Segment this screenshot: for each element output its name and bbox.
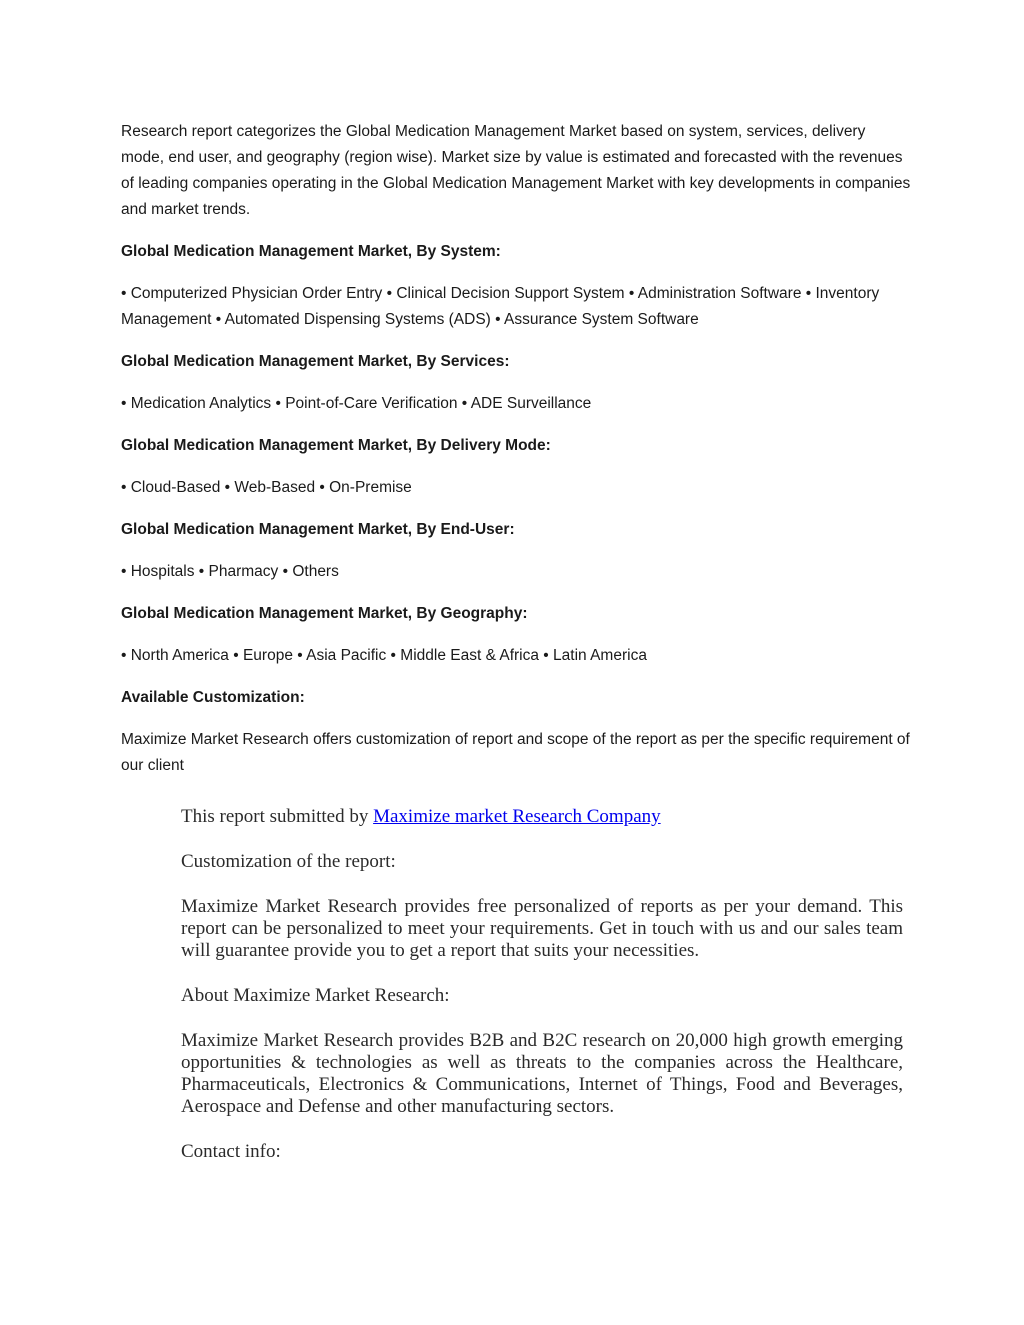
system-list: • Computerized Physician Order Entry • Clinical Decision Support System • Administration Software • Inventory Management • Automated Dispensing Systems (ADS) • Assurance System Software (121, 285, 880, 328)
report-overview (121, 119, 911, 795)
submitted-by-label: This report submitted by (181, 806, 374, 827)
customization-report-text: Maximize Market Research provides free personalized of reports as per your demand. This report can be personalized to meet your requirements. Get in touch with us and our sales team will guarantee provide you to get a report that suits your necessities. (181, 896, 903, 961)
system-heading: Global Medication Management Market, By System: (121, 243, 501, 260)
end-user-list: • Hospitals • Pharmacy • Others (121, 563, 339, 580)
end-user-heading: Global Medication Management Market, By End-User: (121, 521, 515, 538)
intro-paragraph: Research report categorizes the Global Medication Management Market based on system, services, delivery mode, end user, and geography (region wise). Market size by value is estimated and forecasted with the revenues of leading companies operating in the Global Medication Management Market with key developments in companies and market trends. (121, 123, 911, 218)
company-info (181, 806, 903, 1186)
about-text: Maximize Market Research provides B2B and B2C research on 20,000 high growth emerging opportunities & technologies as well as threats to the companies across the Healthcare, Pharmaceuticals, Electronics & Communications, Internet of Things, Food and Beverages, Aerospace and Defense and other manufacturing sectors. (181, 1030, 903, 1117)
geography-heading: Global Medication Management Market, By Geography: (121, 605, 528, 622)
contact-heading: Contact info: (181, 1141, 281, 1162)
submitted-by-line (181, 806, 903, 828)
services-heading: Global Medication Management Market, By Services: (121, 353, 510, 370)
about-heading: About Maximize Market Research: (181, 985, 450, 1006)
customization-report-heading: Customization of the report: (181, 851, 396, 872)
services-list: • Medication Analytics • Point-of-Care Verification • ADE Surveillance (121, 395, 592, 412)
delivery-mode-list: • Cloud-Based • Web-Based • On-Premise (121, 479, 412, 496)
company-link[interactable]: Maximize market Research Company (373, 806, 661, 827)
customization-heading: Available Customization: (121, 689, 305, 706)
delivery-mode-heading: Global Medication Management Market, By Delivery Mode: (121, 437, 551, 454)
geography-list: • North America • Europe • Asia Pacific • Middle East & Africa • Latin America (121, 647, 647, 664)
customization-text: Maximize Market Research offers customization of report and scope of the report as per the specific requirement of our client (121, 731, 910, 774)
